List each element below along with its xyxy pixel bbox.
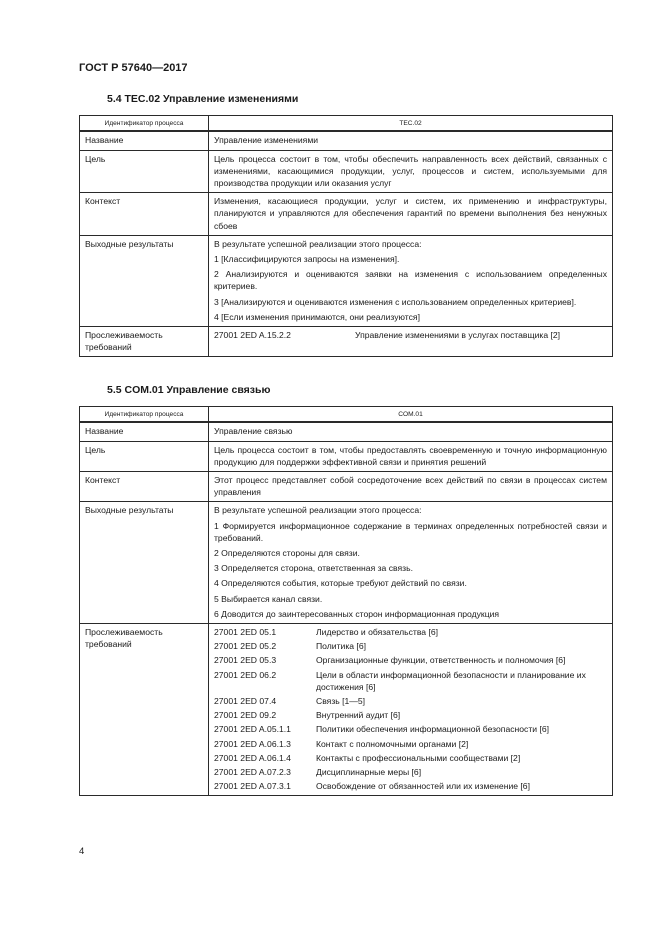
trace-desc: Управление изменениями в услугах поставщика [2] (355, 330, 561, 340)
name-value: Управление изменениями (209, 131, 613, 150)
table-row (80, 502, 613, 624)
trace-code: 27001 2ED A.15.2.2 (214, 330, 291, 340)
trace-code: 27001 2ED 05.3 (214, 655, 277, 666)
trace-desc: Связь [1—5] (316, 696, 366, 707)
outputs-label: Выходные результаты (80, 235, 209, 326)
purpose-label: Цель (80, 441, 209, 471)
trace-item (214, 640, 607, 652)
name-value: Управление связью (209, 422, 613, 441)
trace-item (214, 738, 607, 750)
trace-code: 27001 2ED A.07.3.1 (214, 781, 291, 792)
table-row (80, 235, 613, 326)
context-label: Контекст (80, 193, 209, 236)
output-item: 5 Выбирается канал связи. (214, 593, 323, 604)
output-item: 3 Определяется сторона, ответственная за связь. (214, 563, 413, 574)
trace-item (214, 654, 607, 666)
output-item: 4 [Если изменения принимаются, они реализуются] (214, 311, 420, 322)
table-row (80, 441, 613, 471)
trace-desc: Политики обеспечения информационной безопасности [6] (316, 724, 550, 735)
trace-item (214, 695, 607, 707)
table-row (80, 327, 613, 357)
trace-desc: Лидерство и обязательства [6] (316, 627, 439, 637)
table-row (80, 116, 613, 132)
section-title-com01: 5.5 COM.01 Управление связью (107, 384, 271, 396)
trace-desc: Контакты с профессиональными сообществами [2] (316, 752, 521, 763)
outputs-cell (209, 502, 613, 624)
table-row (80, 150, 613, 193)
output-item: 6 Доводится до заинтересованных сторон информационная продукция (214, 608, 500, 619)
trace-code: 27001 2ED 05.2 (214, 641, 277, 652)
id-value: COM.01 (209, 407, 613, 423)
output-item: 4 Определяются события, которые требуют действий по связи. (214, 578, 467, 589)
trace-code: 27001 2ED A.06.1.4 (214, 752, 291, 763)
outputs-cell (209, 235, 613, 326)
trace-item (214, 709, 607, 721)
process-table-tec02 (79, 115, 613, 357)
output-item: 1 [Классифицируются запросы на изменения]. (214, 253, 400, 264)
purpose-value: Цель процесса состоит в том, чтобы предоставлять своевременную и точную информационную продукцию для поддержки эффективной связи и принятия решений (209, 441, 613, 471)
trace-code: 27001 2ED 06.2 (214, 669, 277, 680)
trace-cell (209, 327, 613, 357)
trace-desc: Освобождение от обязанностей или их изменение [6] (316, 781, 530, 792)
context-value: Этот процесс представляет собой сосредоточение всех действий по связи в процессах систем управления (209, 471, 613, 501)
trace-desc: Контакт с полномочными органами [2] (316, 738, 469, 749)
table-row (80, 131, 613, 150)
trace-desc: Внутренний аудит [6] (316, 710, 401, 721)
output-item: 2 Определяются стороны для связи. (214, 547, 360, 558)
table-row (80, 471, 613, 501)
trace-item (214, 329, 607, 341)
context-label: Контекст (80, 471, 209, 501)
table-row (80, 422, 613, 441)
output-item: 3 [Анализируются и оцениваются изменения с использованием определенных критериев]. (214, 296, 577, 307)
name-label: Название (80, 422, 209, 441)
table-row (80, 193, 613, 236)
page-number: 4 (79, 846, 85, 857)
trace-desc: Политика [6] (316, 641, 366, 652)
trace-item (214, 766, 607, 778)
trace-code: 27001 2ED 07.4 (214, 696, 277, 707)
output-item: 1 Формируется информационное содержание в терминах определенных потребностей связи и требований. (214, 520, 607, 543)
purpose-value: Цель процесса состоит в том, чтобы обеспечить направленность всех действий, связанных с изменениями, касающимися продукции, услуг, процессов и систем, используемыми для производства продукции или оказания услуг (209, 150, 613, 193)
trace-item (214, 780, 607, 792)
trace-code: 27001 2ED A.07.2.3 (214, 767, 291, 778)
trace-item (214, 626, 607, 638)
trace-desc: Цели в области информационной безопасности и планирование их достижения [6] (316, 669, 586, 692)
trace-code: 27001 2ED A.06.1.3 (214, 738, 291, 749)
trace-code: 27001 2ED 05.1 (214, 627, 277, 637)
trace-item (214, 669, 607, 693)
name-label: Название (80, 131, 209, 150)
context-value: Изменения, касающиеся продукции, услуг и систем, их применению и инфраструктуры, планируются и управляются для обеспечения гарантий по времени выполнения без ненужных сбоев (209, 193, 613, 236)
trace-cell (209, 624, 613, 796)
purpose-label: Цель (80, 150, 209, 193)
trace-desc: Дисциплинарные меры [6] (316, 767, 422, 778)
process-table-com01 (79, 406, 613, 796)
trace-desc: Организационные функции, ответственность и полномочия [6] (316, 655, 566, 666)
table-row (80, 624, 613, 796)
id-label: Идентификатор процесса (80, 407, 209, 423)
trace-item (214, 752, 607, 764)
trace-item (214, 723, 607, 735)
trace-code: 27001 2ED 09.2 (214, 710, 277, 721)
output-item: 2 Анализируются и оцениваются заявки на изменения с использованием определенных критериев. (214, 269, 607, 292)
id-value: TEC.02 (209, 116, 613, 132)
trace-code: 27001 2ED A.05.1.1 (214, 724, 291, 735)
trace-label: Прослеживаемость требований (80, 624, 209, 796)
outputs-intro: В результате успешной реализации этого процесса: (214, 505, 422, 516)
document-header: ГОСТ Р 57640—2017 (79, 62, 188, 74)
trace-label: Прослеживаемость требований (80, 327, 209, 357)
outputs-label: Выходные результаты (80, 502, 209, 624)
outputs-intro: В результате успешной реализации этого процесса: (214, 238, 422, 249)
section-title-tec02: 5.4 TEC.02 Управление изменениями (107, 93, 299, 105)
table-row (80, 407, 613, 423)
id-label: Идентификатор процесса (80, 116, 209, 132)
